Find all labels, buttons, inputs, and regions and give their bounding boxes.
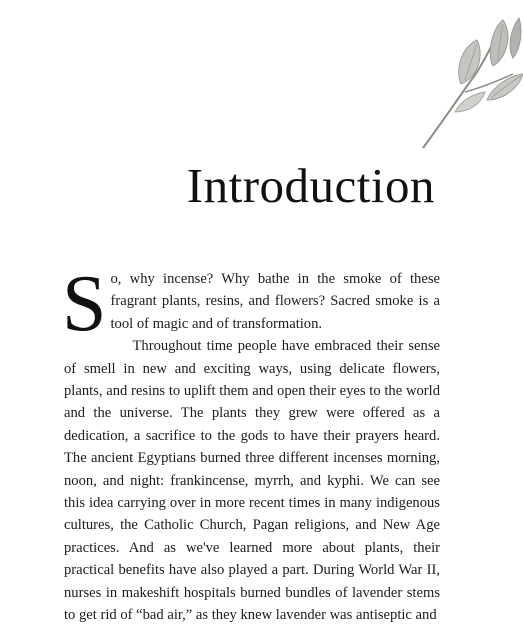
opening-paragraph-text: o, why incense? Why bathe in the smoke of these fragrant plants, resins, and flowers? Sacred smoke is a tool of magic and of transformation. [110,271,440,332]
drop-cap: S [62,260,107,348]
sage-leaf-sprig-icon [395,0,523,150]
chapter-title: Introduction [186,157,435,213]
body-paragraph: Throughout time people have embraced their sense of smell in new and exciting ways, using delicate flowers, plants, and resins to uplift them and open their eyes to the world and the universe. The plants they grew were offered as a dedication, a sacrifice to the gods to have their prayers heard. The ancient Egyptians burned three different incenses morning, noon, and night: frankincense, myrrh, and kyphi. We can see this idea carrying over in more recent times in many indigenous cultures, the Catholic Church, Pagan religions, and New Age practices. And as we've learned more about plants, their practical benefits have also played a part. During World War II, nurses in makeshift hospitals burned bundles of lavender stems to get rid of “bad air,” as they knew lavender was antiseptic and [64,338,440,624]
opening-paragraph [62,260,440,348]
body-text [62,260,440,627]
